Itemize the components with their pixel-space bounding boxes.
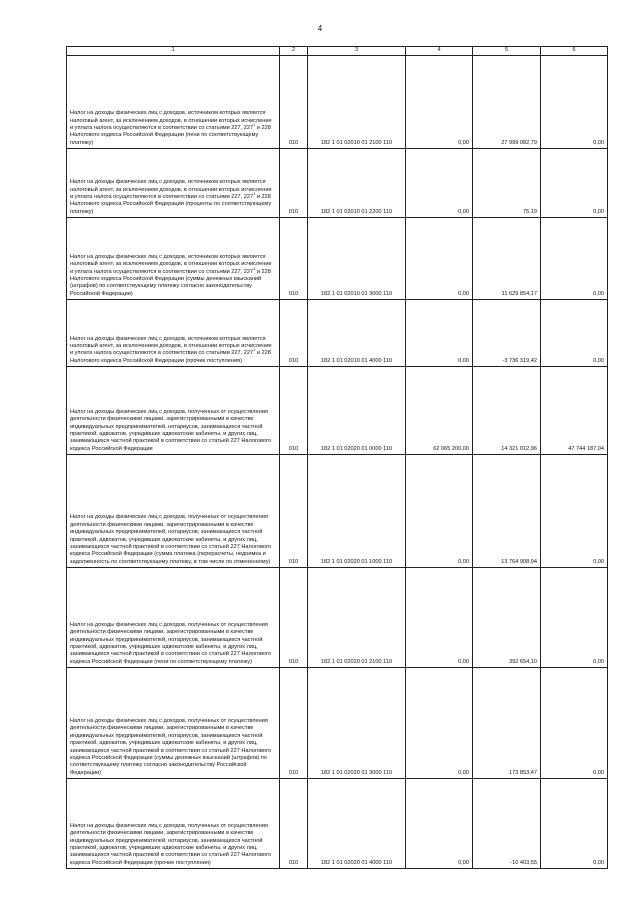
- approved-amount-cell: 62 065 200,00: [406, 367, 473, 455]
- article-superscript: 1: [253, 347, 256, 353]
- income-description: [67, 300, 280, 367]
- line-code-cell: 010: [280, 455, 308, 568]
- budget-classification-code-cell: 182 1 01 02010 01 3000 110: [308, 218, 406, 300]
- article-superscript: 1: [253, 122, 256, 128]
- description-text: Налог на доходы физических лиц с доходов, полученных от осуществления деятельности физическими лицами, зарегистрированными в качестве индивидуальных предпринимателей, нотариусов, занимающихся частной практикой, адвокатов, учредивших адвокатские кабинеты, и других лиц, занимающихся частной практикой в соответствии со статьей 227 Налогового кодекса Российской Федерации: [70, 408, 272, 452]
- income-description: [67, 668, 280, 779]
- approved-amount-cell: 0,00: [406, 56, 473, 149]
- income-description: [67, 455, 280, 568]
- unexecuted-amount-cell: 0,00: [541, 56, 608, 149]
- description-text-tail: и 228 Налогового кодекса Российской Федерации (прочие поступления): [70, 350, 271, 364]
- executed-amount-cell: 11 629 854,17: [473, 218, 541, 300]
- budget-classification-code-cell: 182 1 01 02020 01 0000 110: [308, 367, 406, 455]
- column-header: 3: [308, 47, 406, 56]
- table-row: [67, 149, 608, 218]
- budget-classification-code-cell: 182 1 01 02010 01 4000 110: [308, 300, 406, 367]
- table-row: [67, 455, 608, 568]
- executed-amount-cell: 14 321 012,96: [473, 367, 541, 455]
- budget-classification-code-cell: 182 1 01 02020 01 2100 110: [308, 568, 406, 668]
- line-code-cell: 010: [280, 56, 308, 149]
- column-header: 4: [406, 47, 473, 56]
- table-row: [67, 779, 608, 869]
- line-code-cell: 010: [280, 668, 308, 779]
- description-text: Налог на доходы физических лиц с доходов, полученных от осуществления деятельности физическими лицами, зарегистрированными в качестве индивидуальных предпринимателей, нотариусов, занимающихся частной практикой, адвокатов, учредивших адвокатские кабинеты, и других лиц, занимающихся частной практикой в соответствии со статьей 227 Налогового кодекса Российской Федерации (пени по соответствующему платежу): [70, 621, 272, 665]
- line-code-cell: 010: [280, 149, 308, 218]
- budget-classification-code-cell: 182 1 01 02020 01 3000 110: [308, 668, 406, 779]
- column-header: 5: [473, 47, 541, 56]
- income-description: [67, 779, 280, 869]
- line-code-cell: 010: [280, 568, 308, 668]
- table-row: [67, 300, 608, 367]
- approved-amount-cell: 0,00: [406, 218, 473, 300]
- income-description: [67, 568, 280, 668]
- unexecuted-amount-cell: 0,00: [541, 779, 608, 869]
- description-text: Налог на доходы физических лиц с доходов, источником которых является налоговый агент, за исключением доходов, в отношении которых исчисление и уплата налога осуществляются в соответствии со статьями 227, 227: [70, 110, 272, 131]
- table-row: [67, 56, 608, 149]
- page-number: 4: [317, 24, 323, 33]
- approved-amount-cell: 0,00: [406, 149, 473, 218]
- budget-classification-code-cell: 182 1 01 02010 01 2200 110: [308, 149, 406, 218]
- line-code-cell: 010: [280, 300, 308, 367]
- budget-classification-code-cell: 182 1 01 02020 01 4000 110: [308, 779, 406, 869]
- description-text-tail: и 228 Налогового кодекса Российской Федерации (проценты по соответствующему платежу): [70, 193, 272, 215]
- table-row: [67, 668, 608, 779]
- table-row: [67, 218, 608, 300]
- table-row: [67, 367, 608, 455]
- report-table: [66, 46, 608, 869]
- executed-amount-cell: 13 764 908,94: [473, 455, 541, 568]
- column-header: 1: [67, 47, 280, 56]
- unexecuted-amount-cell: 0,00: [541, 300, 608, 367]
- executed-amount-cell: -10 403,55: [473, 779, 541, 869]
- description-text: Налог на доходы физических лиц с доходов, полученных от осуществления деятельности физическими лицами, зарегистрированными в качестве индивидуальных предпринимателей, нотариусов, занимающихся частной практикой, адвокатов, учредивших адвокатские кабинеты, и других лиц, занимающихся частной практикой в соответствии со статьей 227 Налогового кодекса Российской Федерации (прочие поступления): [70, 822, 272, 866]
- budget-classification-code-cell: 182 1 01 02010 01 2100 110: [308, 56, 406, 149]
- approved-amount-cell: 0,00: [406, 668, 473, 779]
- table-row: [67, 568, 608, 668]
- column-header: 2: [280, 47, 308, 56]
- executed-amount-cell: 173 853,47: [473, 668, 541, 779]
- approved-amount-cell: 0,00: [406, 779, 473, 869]
- line-code-cell: 010: [280, 218, 308, 300]
- income-description: [67, 367, 280, 455]
- unexecuted-amount-cell: 0,00: [541, 568, 608, 668]
- description-text-tail: и 228 Налогового кодекса Российской Федерации (суммы денежных взысканий (штрафов) по соответствующему платежу согласно законодательству Российской Федерации): [70, 268, 271, 297]
- budget-classification-code-cell: 182 1 01 02020 01 1000 110: [308, 455, 406, 568]
- article-superscript: 1: [253, 265, 256, 271]
- description-text: Налог на доходы физических лиц с доходов, источником которых является налоговый агент, за исключением доходов, в отношении которых исчисление и уплата налога осуществляются в соответствии со статьями 227, 227: [70, 253, 272, 275]
- unexecuted-amount-cell: 47 744 187,04: [541, 367, 608, 455]
- unexecuted-amount-cell: 0,00: [541, 218, 608, 300]
- income-description: [67, 218, 280, 300]
- unexecuted-amount-cell: 0,00: [541, 668, 608, 779]
- description-text: Налог на доходы физических лиц с доходов, источником которых является налоговый агент, за исключением доходов, в отношении которых исчисление и уплата налога осуществляются в соответствии со статьями 227, 227: [70, 179, 272, 200]
- executed-amount-cell: -3 736 319,42: [473, 300, 541, 367]
- line-code-cell: 010: [280, 779, 308, 869]
- description-text: Налог на доходы физических лиц с доходов, источником которых является налоговый агент, за исключением доходов, в отношении которых исчисление и уплата налога осуществляются в соответствии со статьями 227, 227: [70, 335, 272, 357]
- approved-amount-cell: 0,00: [406, 300, 473, 367]
- executed-amount-cell: 27 999 082,79: [473, 56, 541, 149]
- unexecuted-amount-cell: 0,00: [541, 149, 608, 218]
- income-description: [67, 56, 280, 149]
- column-number-row: [67, 47, 608, 56]
- executed-amount-cell: 392 654,10: [473, 568, 541, 668]
- article-superscript: 1: [253, 191, 256, 197]
- approved-amount-cell: 0,00: [406, 568, 473, 668]
- column-header: 6: [541, 47, 608, 56]
- income-description: [67, 149, 280, 218]
- line-code-cell: 010: [280, 367, 308, 455]
- description-text: Налог на доходы физических лиц с доходов, полученных от осуществления деятельности физическими лицами, зарегистрированными в качестве индивидуальных предпринимателей, нотариусов, занимающихся частной практикой, адвокатов, учредивших адвокатские кабинеты, и других лиц, занимающихся частной практикой в соответствии со статьей 227 Налогового кодекса Российской Федерации (сумма платежа (перерасчеты, недоимка и задолженность по соответствующему платежу, в том числе по отмененному): [70, 514, 272, 565]
- description-text-tail: и 228 Налогового кодекса Российской Федерации (пени по соответствующему платежу): [70, 124, 271, 146]
- approved-amount-cell: 0,00: [406, 455, 473, 568]
- description-text: Налог на доходы физических лиц с доходов, полученных от осуществления деятельности физическими лицами, зарегистрированными в качестве индивидуальных предпринимателей, нотариусов, занимающихся частной практикой, адвокатов, учредивших адвокатские кабинеты, и других лиц, занимающихся частной практикой в соответствии со статьей 227 Налогового кодекса Российской Федерации (суммы денежных взысканий (штрафов) по соответствующему платежу согласно законодательству Российской Федерации): [70, 718, 272, 776]
- unexecuted-amount-cell: 0,00: [541, 455, 608, 568]
- executed-amount-cell: 75,19: [473, 149, 541, 218]
